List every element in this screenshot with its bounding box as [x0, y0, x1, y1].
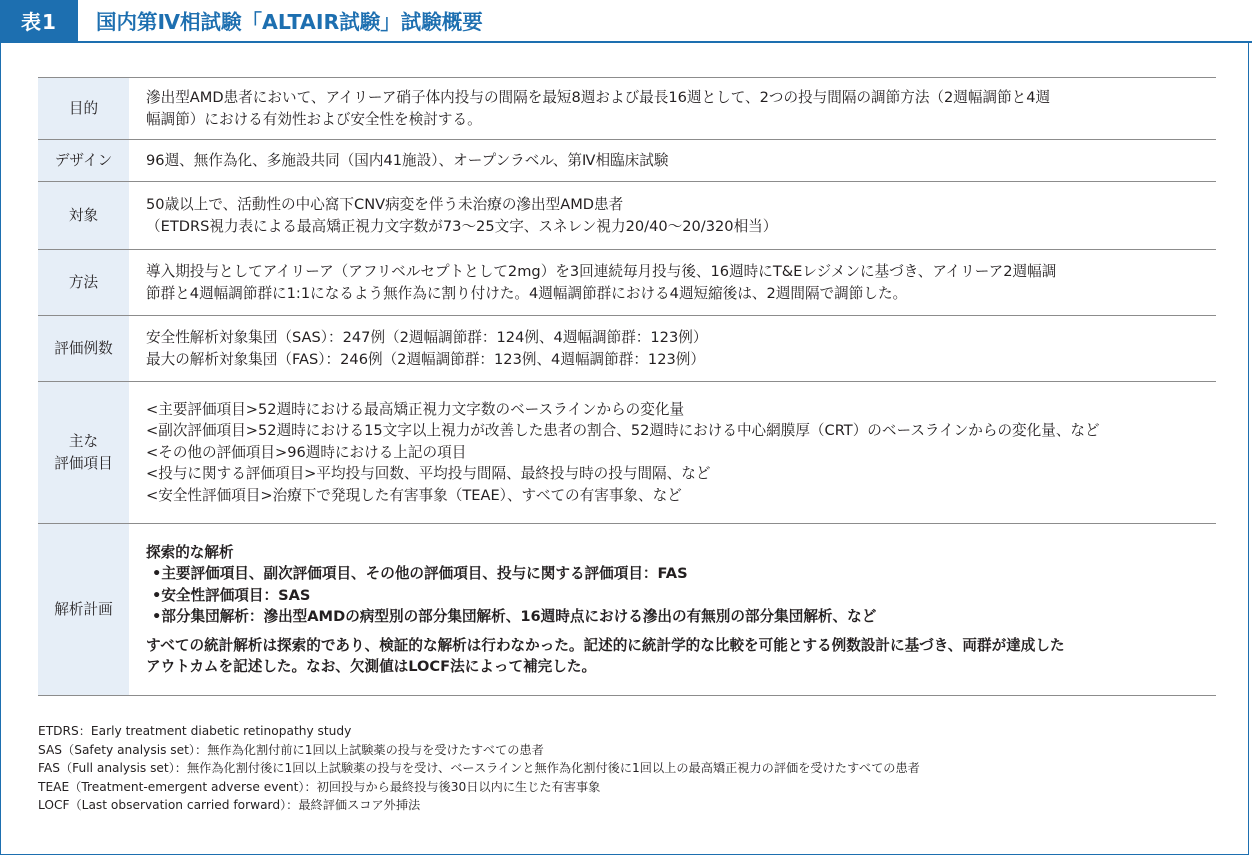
row-content: [129, 140, 1216, 182]
row-label-line: 評価項目: [54, 454, 113, 472]
text-line: すべての統計解析は探索的であり、検証的な解析は行わなかった。記述的に統計学的な比較を可能とする例数設計に基づき、両群が達成した: [146, 636, 1065, 654]
row-label: 目的: [38, 78, 129, 140]
row-content: [129, 382, 1216, 524]
footnote: TEAE（Treatment-emergent adverse event）：初回投与から最終投与後30日以内に生じた有害事象: [38, 779, 601, 794]
row-label: 評価例数: [38, 316, 129, 382]
text-line: アウトカムを記述した。なお、欠測値はLOCF法によって補完した。: [146, 658, 597, 675]
text-line: 幅調節）における有効性および安全性を検討する。: [146, 110, 482, 128]
bullet-item: •部分集団解析：滲出型AMDの病型別の部分集団解析、16週時点における滲出の有無別の部分集団解析、など: [152, 608, 877, 625]
text-line: <安全性評価項目>治療下で発現した有害事象（TEAE）、すべての有害事象、など: [146, 486, 682, 504]
table-title: 国内第Ⅳ相試験「ALTAIR試験」試験概要: [96, 10, 483, 34]
text-line: <主要評価項目>52週時における最高矯正視力文字数のベースラインからの変化量: [146, 400, 685, 418]
text-line: 導入期投与としてアイリーア（アフリベルセプトとして2mg）を3回連続毎月投与後、16週時にT&Eレジメンに基づき、アイリーア2週幅調: [146, 263, 1057, 280]
table-number-badge: 表1: [0, 0, 78, 41]
row-content: [129, 78, 1216, 140]
text-line: <副次評価項目>52週時における15文字以上視力が改善した患者の割合、52週時における中心網膜厚（CRT）のベースラインからの変化量、など: [146, 422, 1100, 440]
spacer: [146, 628, 1216, 635]
footnotes: [38, 722, 920, 815]
text-line: <その他の評価項目>96週時における上記の項目: [146, 443, 467, 461]
row-label-line: 主な: [68, 433, 99, 451]
row-label: [38, 382, 129, 524]
row-label: 方法: [38, 250, 129, 316]
text-line: 96週、無作為化、多施設共同（国内41施設）、オープンラベル、第Ⅳ相臨床試験: [146, 151, 669, 169]
study-overview-table: [38, 77, 1216, 696]
row-subjects: [38, 182, 1216, 250]
footnote: SAS（Safety analysis set）：無作為化割付前に1回以上試験薬の投与を受けたすべての患者: [38, 742, 544, 757]
text-line: 最大の解析対象集団（FAS）：246例（2週幅調節群：123例、4週幅調節群：123例）: [146, 350, 705, 368]
row-design: [38, 140, 1216, 182]
row-label: 対象: [38, 182, 129, 250]
footnote: FAS（Full analysis set）：無作為化割付後に1回以上試験薬の投与を受け、ベースラインと無作為化割付後に1回以上の最高矯正視力の評価を受けたすべての患者: [38, 761, 920, 775]
row-content: [129, 182, 1216, 250]
row-label: デザイン: [38, 140, 129, 182]
row-content: [129, 524, 1216, 696]
row-method: [38, 250, 1216, 316]
footnote: ETDRS：Early treatment diabetic retinopathy study: [38, 724, 352, 738]
row-content: [129, 250, 1216, 316]
row-endpoints: [38, 382, 1216, 524]
text-line: 滲出型AMD患者において、アイリーア硝子体内投与の間隔を最短8週および最長16週として、2つの投与間隔の調節方法（2週幅調節と4週: [146, 89, 1051, 106]
footnote: LOCF（Last observation carried forward）：最終評価スコア外挿法: [38, 798, 421, 812]
text-line: <投与に関する評価項目>平均投与回数、平均投与間隔、最終投与時の投与間隔、など: [146, 465, 711, 483]
analysis-heading: 探索的な解析: [146, 543, 234, 561]
row-analysis-plan: [38, 524, 1216, 696]
bullet-item: •主要評価項目、副次評価項目、その他の評価項目、投与に関する評価項目：FAS: [152, 565, 688, 582]
row-content: [129, 316, 1216, 382]
row-label: 解析計画: [38, 524, 129, 696]
text-line: 節群と4週幅調節群に1:1になるよう無作為に割り付けた。4週幅調節群における4週短縮後は、2週間隔で調節した。: [146, 284, 908, 302]
text-line: 50歳以上で、活動性の中心窩下CNV病変を伴う未治療の滲出型AMD患者: [146, 196, 624, 213]
row-objective: [38, 78, 1216, 140]
bullet-item: •安全性評価項目：SAS: [152, 586, 311, 604]
text-line: 安全性解析対象集団（SAS）：247例（2週幅調節群：124例、4週幅調節群：123例）: [146, 329, 708, 346]
text-line: （ETDRS視力表による最高矯正視力文字数が73～25文字、スネレン視力20/40～20/320相当）: [146, 217, 778, 235]
table-header: [0, 0, 1252, 43]
row-sample-size: [38, 316, 1216, 382]
